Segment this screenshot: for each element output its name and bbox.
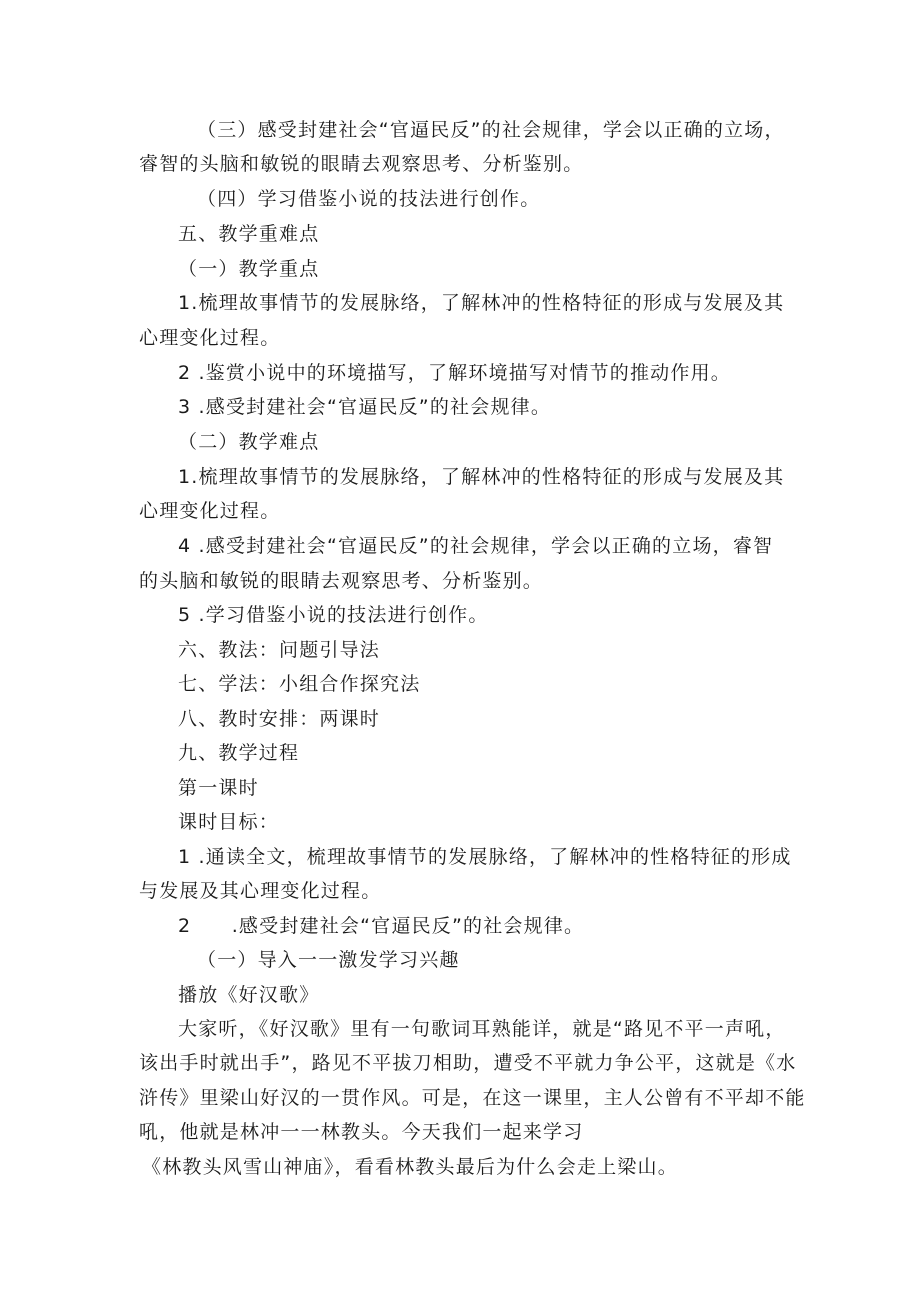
section-heading: 八、教时安排：两课时 — [178, 708, 381, 730]
section-heading: 九、教学过程 — [178, 742, 300, 764]
paragraph-line: 3 .感受封建社会“官逼民反”的社会规律。 — [178, 396, 552, 418]
paragraph-line: 睿智的头脑和敏锐的眼睛去观察思考、分析鉴别。 — [139, 153, 584, 175]
paragraph-line: 的头脑和敏锐的眼睛去观察思考、分析鉴别。 — [139, 570, 544, 592]
paragraph-line: 4 .感受封建社会“官逼民反”的社会规律，学会以正确的立场，睿智 — [178, 535, 774, 557]
paragraph-line: 与发展及其心理变化过程。 — [139, 880, 382, 902]
paragraph-line: 2 .感受封建社会“官逼民反”的社会规律。 — [178, 915, 585, 937]
section-heading: 七、学法：小组合作探究法 — [178, 673, 421, 695]
paragraph-line: 1 .通读全文，梳理故事情节的发展脉络，了解林冲的性格特征的形成 — [178, 846, 792, 868]
paragraph-line: 课时目标： — [178, 811, 280, 833]
paragraph-line: 心理变化过程。 — [139, 327, 281, 349]
subsection-heading: （二）教学难点 — [178, 431, 320, 453]
paragraph-line: 吼，他就是林冲一一林教头。今天我们一起来学习 — [139, 1121, 584, 1143]
lesson-heading: 第一课时 — [178, 777, 259, 799]
paragraph-line: 播放《好汉歌》 — [178, 984, 320, 1006]
section-heading: 六、教法：问题引导法 — [178, 639, 381, 661]
paragraph-line: 大家听，《好汉歌》里有一句歌词耳熟能详，就是“路见不平一声吼， — [178, 1018, 786, 1040]
paragraph-line: 《林教头风雪山神庙》，看看林教头最后为什么会走上梁山。 — [142, 1156, 678, 1178]
paragraph-line: 1.梳理故事情节的发展脉络，了解林冲的性格特征的形成与发展及其 — [178, 292, 785, 314]
paragraph-line: 2 .鉴赏小说中的环境描写，了解环境描写对情节的推动作用。 — [178, 362, 731, 384]
paragraph-line: （三）感受封建社会“官逼民反”的社会规律，学会以正确的立场， — [197, 119, 785, 141]
paragraph-line: 心理变化过程。 — [139, 500, 281, 522]
paragraph-line: 浒传》里梁山好汉的一贯作风。可是，在这一课里，主人公曾有不平却不能 — [139, 1087, 806, 1109]
section-heading: 五、教学重难点 — [178, 223, 320, 245]
subsection-heading: （一）导入一一激发学习兴趣 — [197, 949, 460, 971]
paragraph-line: （四）学习借鉴小说的技法进行创作。 — [197, 188, 541, 210]
paragraph-line: 该出手时就出手”，路见不平拔刀相助，遭受不平就力争公平，这就是《水 — [139, 1052, 797, 1074]
paragraph-line: 1.梳理故事情节的发展脉络，了解林冲的性格特征的形成与发展及其 — [178, 466, 785, 488]
subsection-heading: （一）教学重点 — [178, 258, 320, 280]
paragraph-line: 5 .学习借鉴小说的技法进行创作。 — [178, 604, 489, 626]
